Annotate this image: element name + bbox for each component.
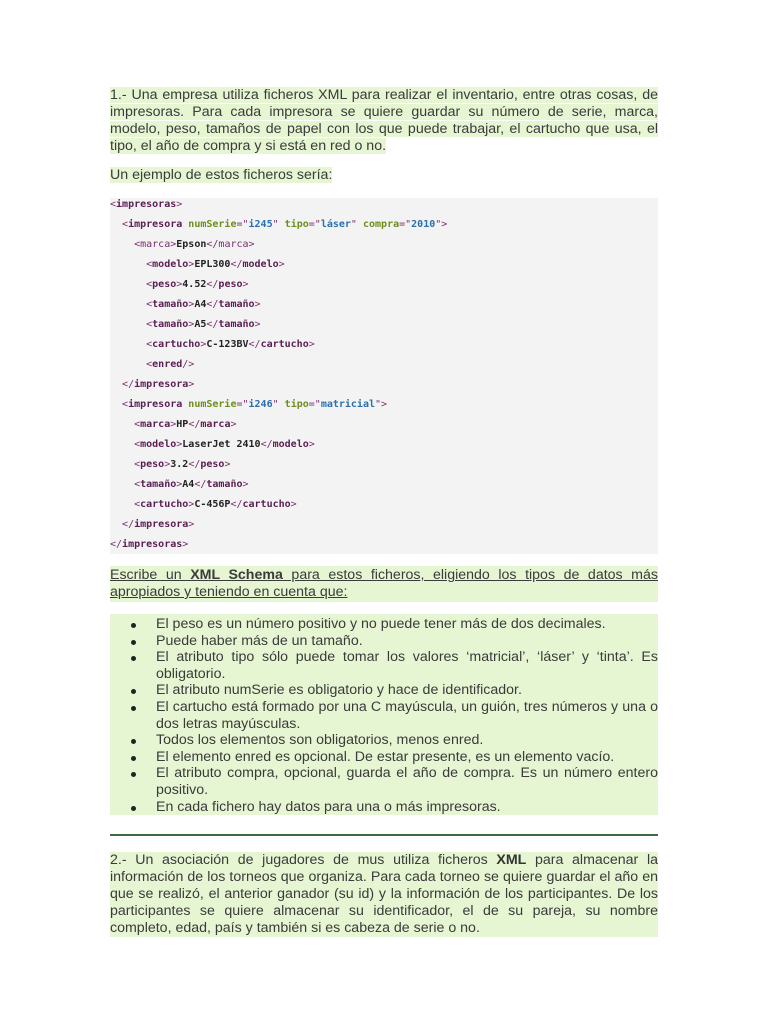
code-line: <tamaño>A4</tamaño>: [134, 479, 249, 490]
code-line: <peso>3.2</peso>: [134, 459, 231, 470]
bullet-icon: [131, 756, 136, 761]
list-item: Puede haber más de un tamaño.: [110, 633, 658, 650]
code-line: <enred/>: [146, 359, 195, 370]
code-line: <peso>4.52</peso>: [146, 279, 249, 290]
bullet-icon: [131, 640, 136, 645]
bullet-icon: [131, 623, 136, 628]
code-line: </impresora>: [122, 379, 195, 390]
list-item: El atributo compra, opcional, guarda el año de compra. Es un número entero positivo.: [110, 765, 658, 798]
xml-example-code: [110, 198, 658, 554]
list-item: El peso es un número positivo y no puede tener más de dos decimales.: [110, 616, 658, 633]
code-line: <cartucho>C-456P</cartucho>: [134, 499, 297, 510]
bullet-icon: [131, 806, 136, 811]
list-item: En cada fichero hay datos para una o más impresoras.: [110, 799, 658, 816]
code-line: <tamaño>A4</tamaño>: [146, 299, 261, 310]
list-item: El cartucho está formado por una C mayúscula, un guión, tres números y una o dos letras mayúsculas.: [110, 699, 658, 732]
code-line: <marca>HP</marca>: [134, 419, 237, 430]
bullet-icon: [131, 739, 136, 744]
code-line: <cartucho>C-123BV</cartucho>: [146, 339, 315, 350]
code-line: <impresora numSerie="i245" tipo="láser" compra="2010">: [122, 219, 448, 230]
section-divider: [110, 834, 658, 836]
code-line: <marca>Epson</marca>: [134, 239, 255, 250]
code-line: </impresoras>: [110, 539, 189, 550]
code-line: <tamaño>A5</tamaño>: [146, 319, 261, 330]
bullet-icon: [131, 689, 136, 694]
code-line: </impresora>: [122, 519, 195, 530]
code-line: <modelo>EPL300</modelo>: [146, 259, 285, 270]
code-line: <modelo>LaserJet 2410</modelo>: [134, 439, 315, 450]
bullet-icon: [131, 772, 136, 777]
list-item: El atributo numSerie es obligatorio y hace de identificador.: [110, 682, 658, 699]
list-item: El elemento enred es opcional. De estar presente, es un elemento vacío.: [110, 749, 658, 766]
example-intro: Un ejemplo de estos ficheros sería:: [110, 167, 333, 183]
exercise2-intro: 2.- Un asociación de jugadores de mus utiliza ficheros XML para almacenar la información de los torneos que organiza. Para cada torneo se quiere guardar el año en que se realizó, el anterior ganador (su id) y la información de los participantes. De los participantes se quiere almacenar su identificador, el de su pareja, su nombre completo, edad, país y también si es cabeza de serie o no.: [110, 852, 658, 936]
task-statement: Escribe un XML Schema para estos ficheros, eligiendo los tipos de datos más apropiados y teniendo en cuenta que:: [110, 567, 658, 600]
list-item: El atributo tipo sólo puede tomar los valores ‘matricial’, ‘láser’ y ‘tinta’. Es obligatorio.: [110, 649, 658, 682]
exercise1-intro: 1.- Una empresa utiliza ficheros XML para realizar el inventario, entre otras cosas, de impresoras. Para cada impresora se quiere guardar su número de serie, marca, modelo, peso, tamaños de papel con los que puede trabajar, el cartucho que usa, el tipo, el año de compra y si está en red o no.: [110, 87, 658, 154]
requirements-list: [110, 614, 658, 815]
bullet-icon: [131, 706, 136, 711]
list-item: Todos los elementos son obligatorios, menos enred.: [110, 732, 658, 749]
code-line: <impresoras>: [110, 199, 183, 210]
bullet-icon: [131, 656, 136, 661]
code-line: <impresora numSerie="i246" tipo="matricial">: [122, 399, 388, 410]
